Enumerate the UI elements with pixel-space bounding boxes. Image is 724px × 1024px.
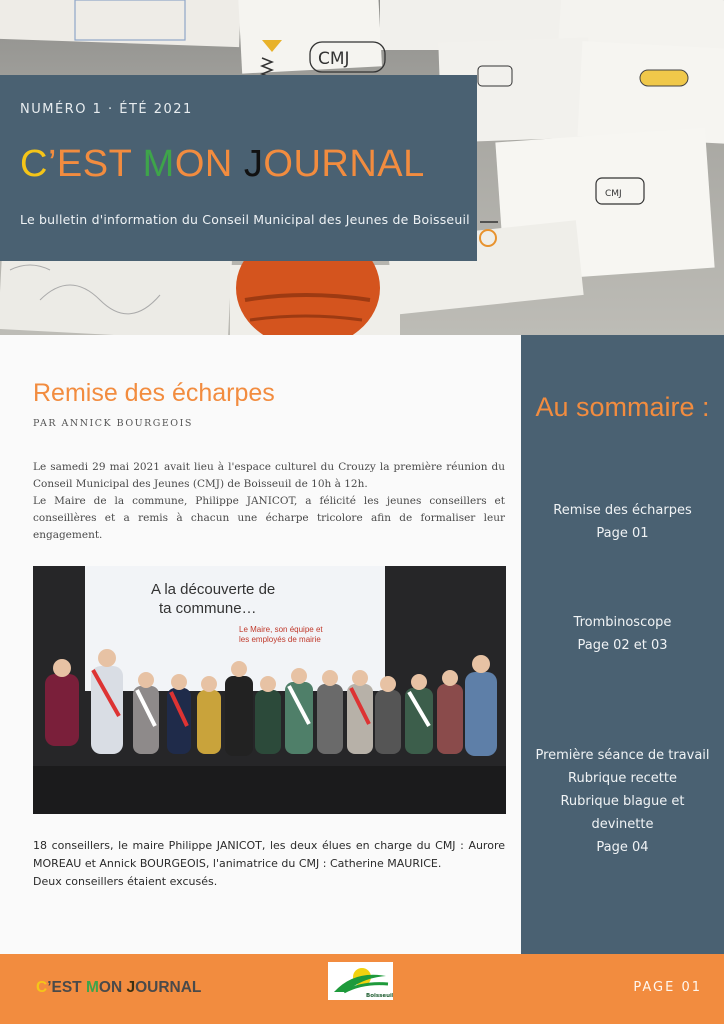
screen-line-2: ta commune… [159, 600, 257, 617]
footer [0, 954, 724, 1024]
caption-note: Deux conseillers étaient excusés. [33, 875, 218, 888]
footer-journal-title: C’EST MON JOURNAL [36, 979, 202, 996]
logo-text: Boisseuil [366, 993, 393, 999]
issue-label: NUMÉRO 1 · ÉTÉ 2021 [20, 102, 193, 117]
article-title: Remise des écharpes [33, 379, 275, 407]
table-of-contents [521, 335, 724, 954]
title-panel [0, 75, 477, 261]
screen-line-4: les employés de mairie [239, 635, 321, 644]
group-photo [33, 566, 506, 814]
cmj-chip-label: CMJ [605, 189, 622, 199]
toc-title: Au sommaire : [535, 392, 710, 422]
toc-item-remise[interactable]: Remise des écharpes Page 01 [553, 503, 692, 541]
journal-subtitle: Le bulletin d'information du Conseil Municipal des Jeunes de Boisseuil [20, 212, 470, 227]
caption-text: 18 conseillers, le maire Philippe JANICOT, les deux élues en charge du CMJ : Aurore MOREAU et Annick BOURGEOIS, l'animatrice du CMJ : Catherine MAURICE. [33, 839, 505, 870]
cmj-drawing-label: CMJ [318, 49, 350, 69]
toc-item-premiere-seance[interactable]: Première séance de travail Rubrique recette Rubrique blague et devinette Page 04 [535, 748, 710, 855]
photo-caption [33, 837, 505, 891]
screen-line-1: A la découverte de [151, 581, 276, 598]
boisseuil-logo [328, 962, 393, 1000]
article-paragraph: Le Maire de la commune, Philippe JANICOT, a félicité les jeunes conseillers et conseillères et a remis à chacun une écharpe tricolore afin de formaliser leur engagement. [33, 495, 505, 541]
article-paragraph: Le samedi 29 mai 2021 avait lieu à l'espace culturel du Crouzy la première réunion du Conseil Municipal des Jeunes (CMJ) de Boisseuil de 10h à 12h. [33, 461, 505, 490]
article-byline: PAR ANNICK BOURGEOIS [33, 418, 193, 429]
toc-item-trombinoscope[interactable]: Trombinoscope Page 02 et 03 [573, 615, 672, 653]
article-body [33, 459, 505, 544]
screen-line-3: Le Maire, son équipe et [239, 625, 323, 634]
main-article [0, 335, 521, 954]
journal-title: C’EST MON JOURNAL [20, 143, 425, 185]
page-number: PAGE 01 [633, 980, 702, 995]
